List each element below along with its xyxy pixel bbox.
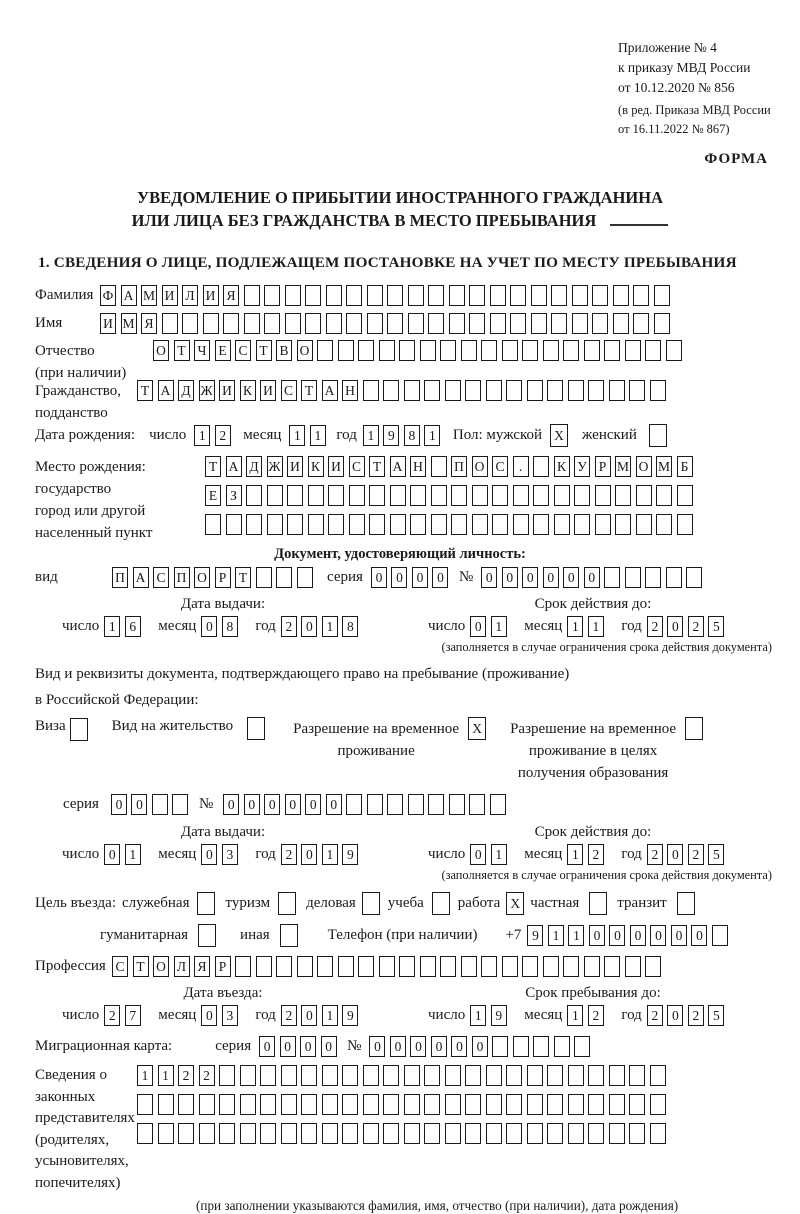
doc-series-label: серия	[327, 569, 363, 585]
residence-expiry-day-cells[interactable]: 0 1	[470, 844, 511, 865]
purpose-official-checkbox[interactable]	[197, 892, 215, 915]
temp-residence-edu-label: Разрешение на временное проживание в целях получения образования	[510, 721, 677, 781]
doc-issue-heading: Дата выдачи:	[180, 596, 266, 612]
sex-male-label: Пол: мужской	[452, 427, 543, 443]
identity-doc-row	[0, 567, 800, 588]
residence-issue-year-cells[interactable]: 2 0 1 9	[281, 844, 363, 865]
residence-issue-heading: Дата выдачи:	[180, 824, 266, 840]
stay-until-heading: Срок пребывания до:	[525, 985, 661, 1001]
residence-issue-block: Дата выдачи: число 0 1 месяц 0 3 год 2 0 1 9	[62, 824, 384, 865]
doc-series-cells[interactable]: 0 0 0 0	[371, 567, 453, 588]
doc-issue-year-cells[interactable]: 2 0 1 8	[281, 616, 363, 637]
purpose-option-label: служебная	[121, 895, 190, 911]
purpose-other-label: иная	[240, 927, 270, 943]
annex-header	[618, 38, 800, 139]
doc-issue-month-cells[interactable]: 0 8	[201, 616, 242, 637]
patronymic-label: Отчество (при наличии)	[35, 343, 127, 381]
identity-doc-heading: Документ, удостоверяющий личность:	[274, 546, 526, 562]
purpose-option-label: учеба	[387, 895, 424, 911]
patronymic-row	[0, 340, 800, 384]
purpose-option-label: транзит	[617, 895, 667, 911]
birth-date-row	[0, 424, 800, 447]
purpose-other-checkbox[interactable]	[280, 924, 298, 947]
stay-day-cells[interactable]: 1 9	[470, 1005, 511, 1026]
purpose-option-label: туризм	[225, 895, 271, 911]
given-name-cells[interactable]: И М Я	[100, 313, 674, 334]
residence-expiry-footnote: (заполняется в случае ограничения срока действия документа)	[441, 868, 772, 882]
blank-underline	[610, 212, 668, 226]
guardians-cells-3[interactable]	[137, 1123, 670, 1144]
residence-issue-month-cells[interactable]: 0 3	[201, 844, 242, 865]
annex-edit-note: (в ред. Приказа МВД России от 16.11.2022 № 867)	[618, 103, 771, 136]
annex-line: Приложение № 4	[618, 40, 717, 55]
migration-series-cells[interactable]: 0 0 0 0	[259, 1036, 341, 1057]
residence-series-cells[interactable]: 0 0	[111, 794, 193, 815]
patronymic-cells[interactable]: О Т Ч Е С Т В О	[153, 340, 686, 361]
entry-day-cells[interactable]: 2 7	[104, 1005, 145, 1026]
migration-number-cells[interactable]: 0 0 0 0 0 0	[369, 1036, 595, 1057]
residence-permit-label: Вид на жительство	[111, 718, 234, 734]
temp-residence-edu-checkbox[interactable]	[685, 717, 703, 740]
citizenship-cells[interactable]: Т А Д Ж И К И С Т А Н	[137, 380, 670, 401]
phone-label: Телефон (при наличии)	[327, 927, 478, 943]
migration-card-row	[0, 1036, 800, 1057]
purpose-option-label: частная	[530, 895, 580, 911]
purpose-option-label: работа	[457, 895, 501, 911]
doc-type-label: вид	[35, 569, 58, 585]
residence-doc-intro: Вид и реквизиты документа, подтверждающего право на пребывание (проживание) в Российской Федерации:	[35, 666, 570, 708]
annex-line: от 10.12.2020 № 856	[618, 80, 735, 95]
birthplace-row	[0, 456, 800, 544]
residence-number-cells[interactable]: 0 0 0 0 0 0	[223, 794, 510, 815]
birth-day-label: число	[149, 427, 187, 443]
doc-issue-block: Дата выдачи: число 1 6 месяц 0 8 год 2 0 1 8	[62, 596, 384, 637]
birth-day-cells[interactable]: 1 2	[194, 425, 235, 446]
doc-expiry-year-cells[interactable]: 2 0 2 5	[647, 616, 729, 637]
phone-cells[interactable]: 9 1 1 0 0 0 0 0 0	[527, 925, 732, 946]
stay-until-block: Срок пребывания до: число 1 9 месяц 1 2 год 2 0 2 5	[428, 985, 758, 1026]
residence-permit-checkbox[interactable]	[247, 717, 265, 740]
entry-month-cells[interactable]: 0 3	[201, 1005, 242, 1026]
residence-issue-day-cells[interactable]: 0 1	[104, 844, 145, 865]
entry-purpose-row	[0, 892, 800, 915]
doc-number-cells[interactable]: 0 0 0 0 0 0	[481, 567, 707, 588]
residence-doc-dates	[0, 824, 800, 865]
entry-year-cells[interactable]: 2 0 1 9	[281, 1005, 363, 1026]
visa-checkbox[interactable]	[70, 718, 88, 741]
birthplace-cell-rows	[205, 456, 697, 535]
surname-cells[interactable]: Ф А М И Л И Я	[100, 285, 674, 306]
birth-year-cells[interactable]: 1 9 8 1	[363, 425, 445, 446]
surname-row	[0, 285, 800, 306]
section-1-heading: 1. СВЕДЕНИЯ О ЛИЦЕ, ПОДЛЕЖАЩЕМ ПОСТАНОВКЕ НА УЧЕТ ПО МЕСТУ ПРЕБЫВАНИЯ	[38, 254, 737, 271]
identity-doc-dates	[0, 596, 800, 637]
phone-prefix: +7	[505, 927, 522, 943]
residence-series-row	[0, 794, 800, 815]
visa-label: Виза	[35, 718, 66, 734]
surname-label: Фамилия	[35, 287, 94, 303]
entry-stay-dates	[0, 985, 800, 1026]
guardians-cells-2[interactable]	[137, 1094, 670, 1115]
entry-purpose-label: Цель въезда:	[35, 895, 116, 911]
doc-issue-day-cells[interactable]: 1 6	[104, 616, 145, 637]
birthplace-cells-3[interactable]	[205, 514, 697, 535]
birth-year-label: год	[336, 427, 357, 443]
entry-purpose-row-2	[0, 924, 800, 947]
entry-date-block: Дата въезда: число 2 7 месяц 0 3 год 2 0 1 9	[62, 985, 384, 1026]
doc-expiry-heading: Срок действия до:	[534, 596, 652, 612]
birthplace-cells-2[interactable]: Е З	[205, 485, 697, 506]
purpose-humanitarian-checkbox[interactable]	[198, 924, 216, 947]
purpose-humanitarian-label: гуманитарная	[100, 927, 189, 943]
profession-label: Профессия	[35, 958, 106, 974]
sex-male-checkbox[interactable]: X	[550, 424, 568, 447]
birth-month-label: месяц	[243, 427, 282, 443]
residence-expiry-month-cells[interactable]: 1 2	[567, 844, 608, 865]
doc-expiry-footnote: (заполняется в случае ограничения срока действия документа)	[441, 640, 772, 654]
birth-date-label: Дата рождения:	[35, 427, 136, 443]
sex-female-label: женский	[582, 427, 637, 443]
birth-month-cells[interactable]: 1 1	[289, 425, 330, 446]
entry-date-heading: Дата въезда:	[183, 985, 263, 1001]
purpose-tourism-checkbox[interactable]	[278, 892, 296, 915]
residence-expiry-year-cells[interactable]: 2 0 2 5	[647, 844, 729, 865]
guardians-footnote: (при заполнении указываются фамилия, имя, отчество (при наличии), дата рождения)	[196, 1198, 679, 1213]
profession-row	[0, 956, 800, 977]
temp-residence-label: Разрешение на временное проживание	[293, 721, 460, 759]
guardians-label: Сведения о законных представителях (родителях, усыновителях, попечителях)	[35, 1067, 135, 1191]
annex-line: к приказу МВД России	[618, 60, 751, 75]
purpose-option-label: деловая	[306, 895, 356, 911]
title-line-2: ИЛИ ЛИЦА БЕЗ ГРАЖДАНСТВА В МЕСТО ПРЕБЫВАНИЯ	[0, 209, 800, 232]
purpose-study-checkbox[interactable]	[432, 892, 450, 915]
form-label: ФОРМА	[704, 151, 768, 167]
guardians-cell-rows	[137, 1065, 670, 1144]
doc-expiry-day-cells[interactable]: 0 1	[470, 616, 511, 637]
profession-cells[interactable]: С Т О Л Я Р	[112, 956, 666, 977]
stay-month-cells[interactable]: 1 2	[567, 1005, 608, 1026]
residence-expiry-heading: Срок действия до:	[534, 824, 652, 840]
residence-number-label: №	[198, 796, 214, 812]
migration-card-label: Миграционная карта:	[35, 1038, 173, 1054]
sex-female-checkbox[interactable]	[649, 424, 667, 447]
guardians-cells-1[interactable]: 1 1 2 2	[137, 1065, 670, 1086]
birthplace-label: Место рождения: государство город или другой населенный пункт	[35, 459, 153, 541]
guardians-row	[0, 1065, 800, 1194]
stay-year-cells[interactable]: 2 0 2 5	[647, 1005, 729, 1026]
citizenship-row	[0, 380, 800, 424]
migration-number-label: №	[347, 1038, 362, 1054]
given-name-row	[0, 313, 800, 334]
doc-expiry-month-cells[interactable]: 1 1	[567, 616, 608, 637]
residence-series-label: серия	[63, 796, 99, 812]
purpose-transit-checkbox[interactable]	[677, 892, 695, 915]
purpose-private-checkbox[interactable]	[589, 892, 607, 915]
birthplace-cells-1[interactable]: Т А Д Ж И К И С Т А Н П О С . К У Р М О М Б	[205, 456, 697, 477]
doc-number-label: №	[458, 569, 474, 585]
migration-series-label: серия	[215, 1038, 252, 1054]
citizenship-label: Гражданство, подданство	[35, 383, 122, 421]
residence-expiry-block: Срок действия до: число 0 1 месяц 1 2 год 2 0 2 5	[428, 824, 758, 865]
document-title	[0, 186, 800, 232]
permit-type-row	[0, 718, 800, 784]
given-name-label: Имя	[35, 315, 63, 331]
temp-residence-checkbox[interactable]: X	[468, 717, 486, 740]
title-line-1: УВЕДОМЛЕНИЕ О ПРИБЫТИИ ИНОСТРАННОГО ГРАЖДАНИНА	[136, 188, 664, 207]
doc-type-cells[interactable]: П А С П О Р Т	[112, 567, 317, 588]
doc-expiry-block: Срок действия до: число 0 1 месяц 1 1 год 2 0 2 5	[428, 596, 758, 637]
purpose-business-checkbox[interactable]	[362, 892, 380, 915]
purpose-work-checkbox[interactable]: X	[506, 892, 524, 915]
